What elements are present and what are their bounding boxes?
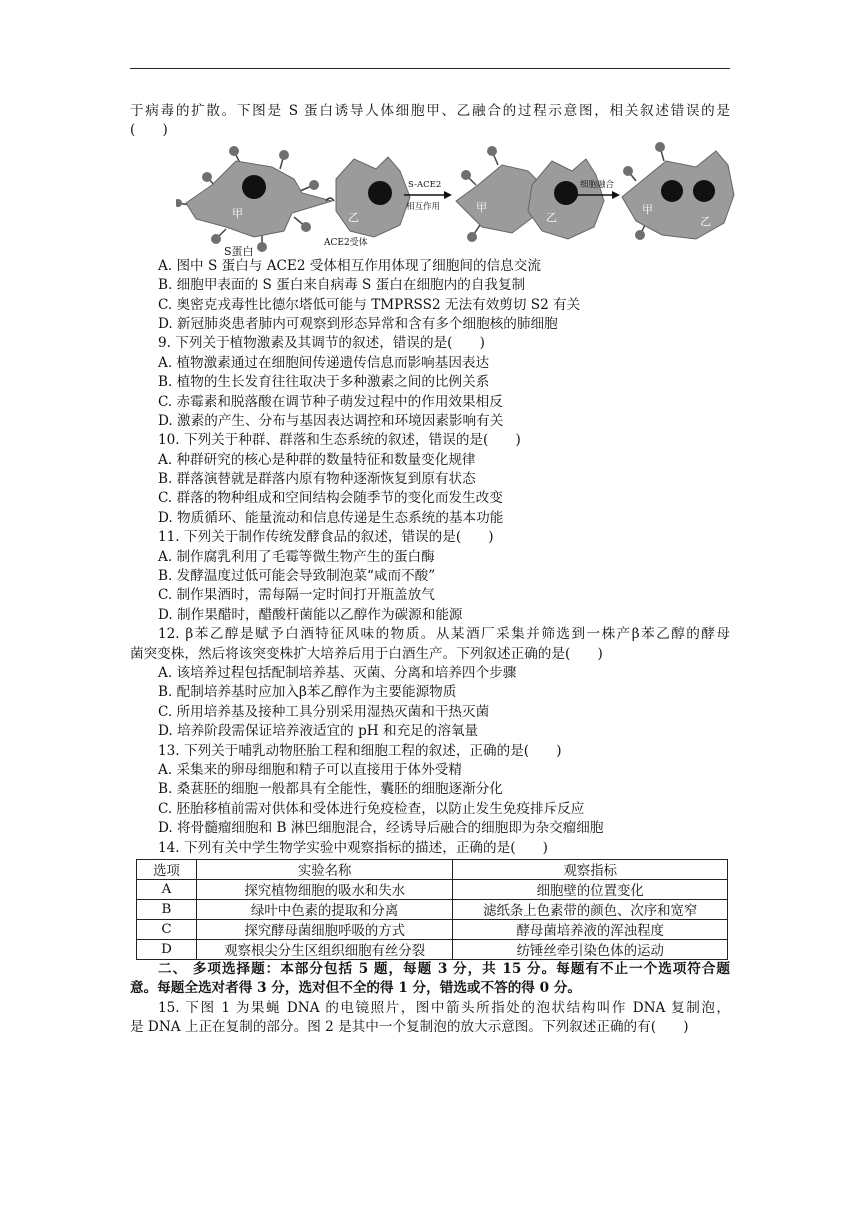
section-heading: 二、 多项选择题：本部分包括 5 题，每题 3 分，共 15 分。每题有不止一个选项符合题 xyxy=(158,960,730,977)
arrow1-bottom-label: 相互作用 xyxy=(406,201,441,212)
option-line: A. 种群研究的核心是种群的数量特征和数量变化规律 xyxy=(158,451,476,468)
ace2-receptor-label: ACE2受体 xyxy=(324,237,368,248)
question-stem: 14. 下列有关中学生物学实验中观察指标的描述，正确的是( ) xyxy=(158,839,548,856)
cell-a-label: 甲 xyxy=(476,200,487,214)
table-header: 实验名称 xyxy=(196,859,453,879)
table-row xyxy=(137,879,728,899)
table-cell: 酵母菌培养液的浑浊程度 xyxy=(453,919,728,939)
cell-b-label: 乙 xyxy=(348,210,359,224)
table-cell: 绿叶中色素的提取和分离 xyxy=(196,899,453,919)
question-stem: 12. β苯乙醇是赋予白酒特征风味的物质。从某酒厂采集并筛选到一株产β苯乙醇的酵母 xyxy=(158,626,730,643)
table-cell: 观察根尖分生区组织细胞有丝分裂 xyxy=(196,939,453,959)
option-line: A. 图中 S 蛋白与 ACE2 受体相互作用体现了细胞间的信息交流 xyxy=(158,257,541,274)
header-rule xyxy=(130,68,730,69)
option-line: C. 所用培养基及接种工具分别采用湿热灭菌和干热灭菌 xyxy=(158,703,490,720)
question-stem: 11. 下列关于制作传统发酵食品的叙述，错误的是( ) xyxy=(158,529,494,546)
option-line: D. 激素的产生、分布与基因表达调控和环境因素影响有关 xyxy=(158,412,504,429)
option-line: C. 制作果酒时，需每隔一定时间打开瓶盖放气 xyxy=(158,587,435,604)
cell-a-label: 甲 xyxy=(232,206,243,220)
table-row xyxy=(137,939,728,959)
nucleus xyxy=(554,181,578,205)
nucleus xyxy=(368,181,392,205)
option-line: C. 群落的物种组成和空间结构会随季节的变化而发生改变 xyxy=(158,490,503,507)
option-line: C. 奥密克戎毒性比德尔塔低可能与 TMPRSS2 无法有效剪切 S2 有关 xyxy=(158,296,581,313)
cell-b-label: 乙 xyxy=(546,210,557,224)
option-line: A. 采集来的卵母细胞和精子可以直接用于体外受精 xyxy=(158,761,462,778)
table-row xyxy=(137,899,728,919)
option-line: D. 将骨髓瘤细胞和 B 淋巴细胞混合，经诱导后融合的细胞即为杂交瘤细胞 xyxy=(158,820,604,837)
cell-a-label: 甲 xyxy=(642,202,653,216)
table-row xyxy=(137,919,728,939)
question-stem: 13. 下列关于哺乳动物胚胎工程和细胞工程的叙述，正确的是( ) xyxy=(158,742,562,759)
option-line: B. 桑葚胚的细胞一般都具有全能性，囊胚的细胞逐渐分化 xyxy=(158,781,503,798)
option-line: A. 植物激素通过在细胞间传递遗传信息而影响基因表达 xyxy=(158,354,490,371)
question-stem: 9. 下列关于植物激素及其调节的叙述，错误的是( ) xyxy=(158,335,485,352)
option-line: D. 培养阶段需保证培养液适宜的 pH 和充足的溶氧量 xyxy=(158,723,479,740)
table-cell: 纺锤丝牵引染色体的运动 xyxy=(453,939,728,959)
table-header-row xyxy=(137,859,728,879)
table-cell: D xyxy=(137,939,197,959)
cell-b-label: 乙 xyxy=(700,214,711,228)
table-cell: 探究植物细胞的吸水和失水 xyxy=(196,879,453,899)
arrow1-top-label: S-ACE2 xyxy=(408,179,442,190)
nucleus xyxy=(693,180,715,202)
section-heading: 意。每题全选对者得 3 分，选对但不全的得 1 分，错选或不答的得 0 分。 xyxy=(130,980,581,997)
nucleus xyxy=(661,180,683,202)
table-cell: 细胞壁的位置变化 xyxy=(453,879,728,899)
intro-line: 于病毒的扩散。下图是 S 蛋白诱导人体细胞甲、乙融合的过程示意图，相关叙述错误的是 xyxy=(130,103,730,119)
table-header: 选项 xyxy=(137,859,197,879)
arrow2-label: 细胞融合 xyxy=(580,179,615,190)
intro-line: ( ) xyxy=(130,122,168,139)
table-cell: A xyxy=(137,879,197,899)
table-cell: C xyxy=(137,919,197,939)
option-line: B. 群落演替就是群落内原有物种逐渐恢复到原有状态 xyxy=(158,471,476,488)
option-line: D. 新冠肺炎患者肺内可观察到形态异常和含有多个细胞核的肺细胞 xyxy=(158,315,558,332)
question-stem: 10. 下列关于种群、群落和生态系统的叙述，错误的是( ) xyxy=(158,432,521,449)
table-cell: 滤纸条上色素带的颜色、次序和宽窄 xyxy=(453,899,728,919)
option-line: D. 物质循环、能量流动和信息传递是生态系统的基本功能 xyxy=(158,509,504,526)
option-line: B. 细胞甲表面的 S 蛋白来自病毒 S 蛋白在细胞内的自我复制 xyxy=(158,277,526,294)
question-stem: 是 DNA 上正在复制的部分。图 2 是其中一个复制泡的放大示意图。下列叙述正确的有( ) xyxy=(130,1019,689,1036)
table-header: 观察指标 xyxy=(453,859,728,879)
option-line: C. 胚胎移植前需对供体和受体进行免疫检查，以防止发生免疫排斥反应 xyxy=(158,800,585,817)
question-stem: 15. 下图 1 为果蝇 DNA 的电镜照片，图中箭头所指处的泡状结构叫作 DNA 复制泡， xyxy=(158,999,730,1016)
arrowhead xyxy=(444,191,452,199)
nucleus xyxy=(242,175,266,199)
page-content xyxy=(130,102,730,1037)
table-cell: B xyxy=(137,899,197,919)
option-line: D. 制作果醋时，醋酸杆菌能以乙醇作为碳源和能源 xyxy=(158,606,463,623)
cell-fusion-diagram xyxy=(176,141,736,257)
question-stem: 菌突变株，然后将该突变株扩大培养后用于白酒生产。下列叙述正确的是( ) xyxy=(130,645,603,662)
option-line: A. 制作腐乳利用了毛霉等微生物产生的蛋白酶 xyxy=(158,548,435,565)
arrowhead xyxy=(612,191,620,199)
table-cell: 探究酵母菌细胞呼吸的方式 xyxy=(196,919,453,939)
option-line: B. 发酵温度过低可能会导致制泡菜“咸而不酸” xyxy=(158,568,436,585)
cell-fusion-figure xyxy=(130,141,730,257)
option-line: B. 配制培养基时应加入β苯乙醇作为主要能源物质 xyxy=(158,684,457,701)
option-line: B. 植物的生长发育往往取决于多种激素之间的比例关系 xyxy=(158,374,490,391)
experiment-table xyxy=(136,859,728,960)
option-line: A. 该培养过程包括配制培养基、灭菌、分离和培养四个步骤 xyxy=(158,664,517,681)
option-line: C. 赤霉素和脱落酸在调节种子萌发过程中的作用效果相反 xyxy=(158,393,503,410)
s-protein-label: S蛋白 xyxy=(224,244,254,257)
